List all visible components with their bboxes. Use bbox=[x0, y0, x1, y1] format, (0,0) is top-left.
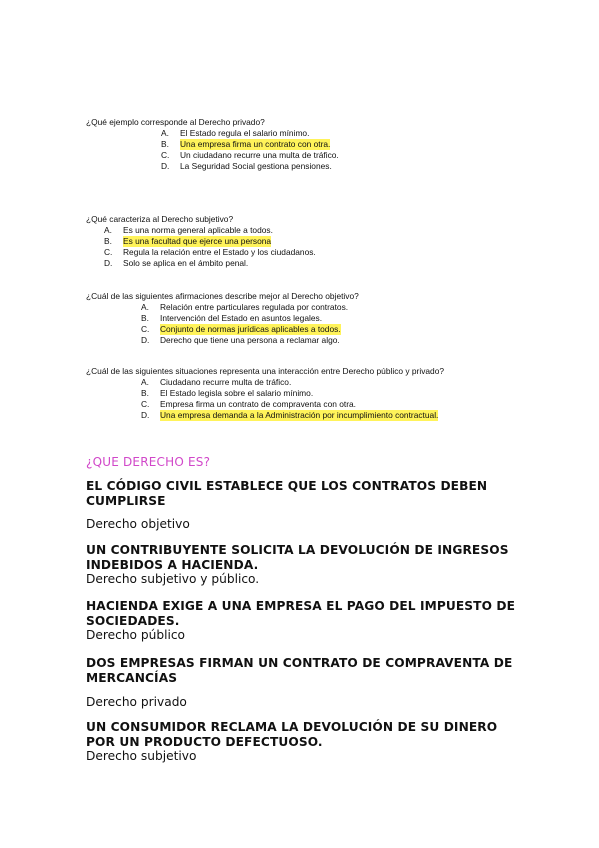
option-list bbox=[141, 302, 359, 346]
option-list bbox=[141, 377, 444, 421]
case-answer: Derecho privado bbox=[86, 695, 187, 709]
option-a: A. El Estado regula el salario mínimo. bbox=[161, 128, 310, 138]
case-item bbox=[86, 720, 516, 764]
option-c: C. Empresa firma un contrato de compraventa con otra. bbox=[141, 399, 356, 409]
case-answer: Derecho subjetivo y público. bbox=[86, 572, 260, 586]
case-statement: HACIENDA EXIGE A UNA EMPRESA EL PAGO DEL IMPUESTO DE SOCIEDADES. bbox=[86, 599, 516, 628]
quiz-question-4 bbox=[86, 366, 444, 421]
option-c: C. Conjunto de normas jurídicas aplicables a todos. bbox=[141, 324, 341, 334]
case-item bbox=[86, 599, 516, 643]
case-answer: Derecho objetivo bbox=[86, 517, 190, 531]
case-item bbox=[86, 543, 516, 587]
option-b: B. Es una facultad que ejerce una persona bbox=[104, 236, 272, 246]
option-c: C. Regula la relación entre el Estado y los ciudadanos. bbox=[104, 247, 316, 257]
case-statement: UN CONTRIBUYENTE SOLICITA LA DEVOLUCIÓN DE INGRESOS INDEBIDOS A HACIENDA. bbox=[86, 543, 509, 572]
question-text: ¿Qué caracteriza al Derecho subjetivo? bbox=[86, 214, 234, 224]
option-d: D. Una empresa demanda a la Administración por incumplimiento contractual. bbox=[141, 410, 439, 420]
quiz-question-1 bbox=[86, 117, 339, 172]
option-a: A. Relación entre particulares regulada por contratos. bbox=[141, 302, 349, 312]
option-a: A. Es una norma general aplicable a todos. bbox=[104, 225, 273, 235]
option-b: B. Intervención del Estado en asuntos legales. bbox=[141, 313, 323, 323]
case-answer: Derecho público bbox=[86, 628, 186, 642]
option-c: C. Un ciudadano recurre una multa de tráfico. bbox=[161, 150, 339, 160]
option-d: D. La Seguridad Social gestiona pensiones. bbox=[161, 161, 332, 171]
case-answer: Derecho subjetivo bbox=[86, 749, 197, 763]
question-text: ¿Cuál de las siguientes afirmaciones describe mejor al Derecho objetivo? bbox=[86, 291, 359, 301]
question-text: ¿Qué ejemplo corresponde al Derecho privado? bbox=[86, 117, 265, 127]
option-b: B. El Estado legisla sobre el salario mínimo. bbox=[141, 388, 314, 398]
question-text: ¿Cuál de las siguientes situaciones representa una interacción entre Derecho público y privado? bbox=[86, 366, 445, 376]
case-statement: UN CONSUMIDOR RECLAMA LA DEVOLUCIÓN DE SU DINERO POR UN PRODUCTO DEFECTUOSO. bbox=[86, 720, 498, 749]
case-item bbox=[86, 479, 516, 532]
option-d: D. Solo se aplica en el ámbito penal. bbox=[104, 258, 249, 268]
quiz-question-3 bbox=[86, 291, 359, 346]
option-b: B. Una empresa firma un contrato con otra. bbox=[161, 139, 331, 149]
case-statement: EL CÓDIGO CIVIL ESTABLECE QUE LOS CONTRATOS DEBEN CUMPLIRSE bbox=[86, 479, 488, 508]
option-list bbox=[161, 128, 339, 172]
section-title: ¿QUE DERECHO ES? bbox=[86, 455, 211, 469]
option-a: A. Ciudadano recurre multa de tráfico. bbox=[141, 377, 292, 387]
quiz-question-2 bbox=[86, 214, 316, 269]
case-statement: DOS EMPRESAS FIRMAN UN CONTRATO DE COMPRAVENTA DE MERCANCÍAS bbox=[86, 656, 513, 685]
option-d: D. Derecho que tiene una persona a reclamar algo. bbox=[141, 335, 340, 345]
case-item bbox=[86, 656, 516, 710]
option-list bbox=[104, 225, 316, 269]
